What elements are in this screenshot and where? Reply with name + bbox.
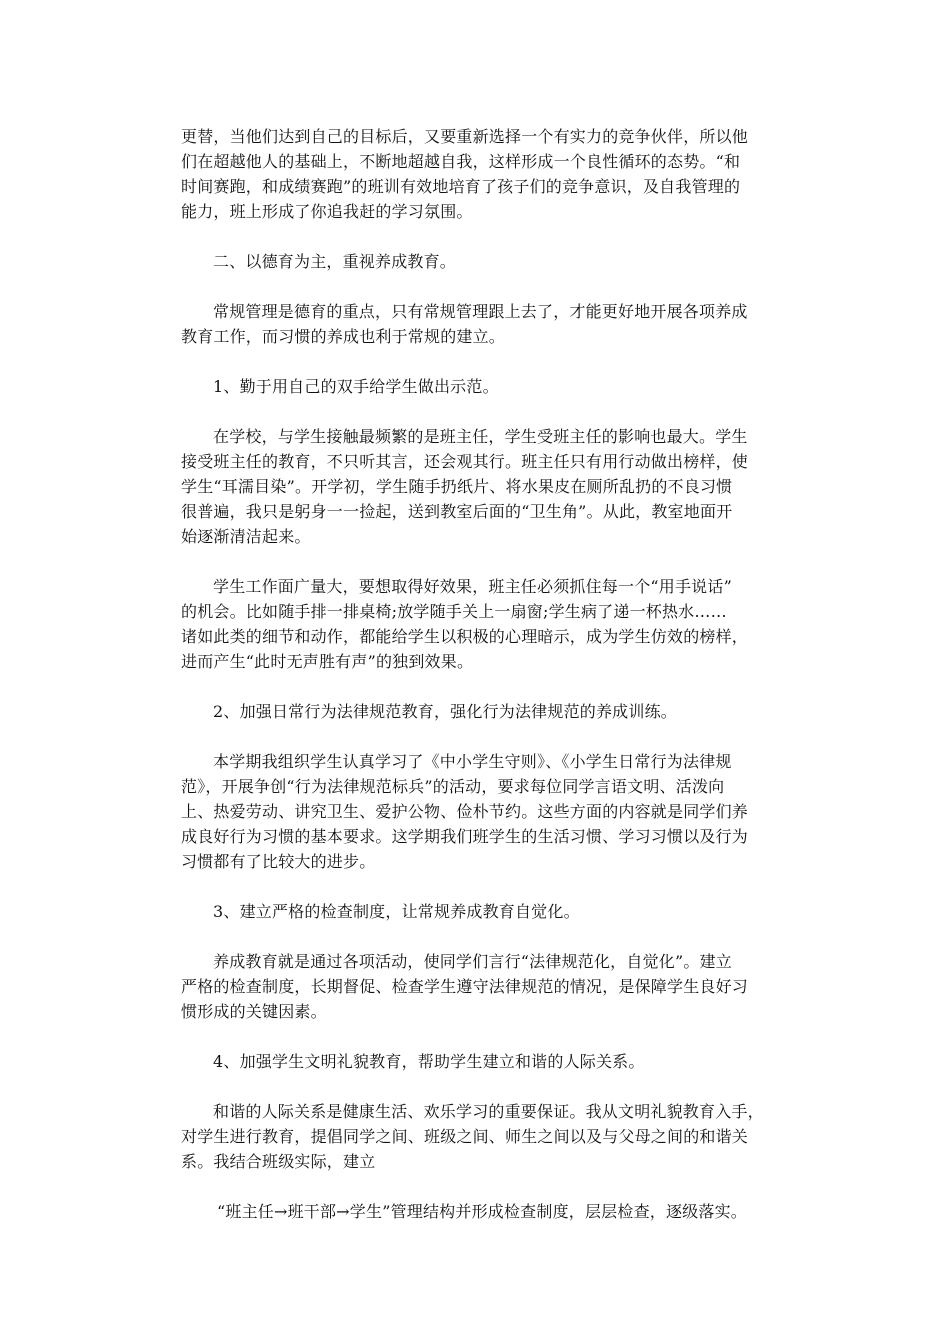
paragraph-spacer bbox=[181, 1074, 781, 1099]
paragraph-management-structure bbox=[181, 1199, 781, 1224]
text-line: 时间赛跑，和成绩赛跑”的班训有效地培育了孩子们的竞争意识，及自我管理的 bbox=[181, 177, 741, 196]
text-line: 学生“耳濡目染”。开学初，学生随手扔纸片、将水果皮在厕所乱扔的不良习惯 bbox=[181, 477, 733, 496]
text-line: 和谐的人际关系是健康生活、欢乐学习的重要保证。我从文明礼貌教育入手， bbox=[213, 1102, 764, 1121]
text-line: 诸如此类的细节和动作，都能给学生以积极的心理暗示，成为学生仿效的榜样， bbox=[181, 627, 749, 646]
text-line: 范》，开展争创“行为法律规范标兵”的活动，要求每位同学言语文明、活泼向 bbox=[181, 777, 725, 796]
text-line: 系。我结合班级实际，建立 bbox=[181, 1152, 376, 1171]
subheading-2 bbox=[181, 699, 781, 724]
section-heading-moral-education bbox=[181, 249, 781, 274]
text-line: 对学生进行教育，提倡同学之间、班级之间、师生之间以及与父母之间的和谐关 bbox=[181, 1127, 749, 1146]
paragraph-spacer bbox=[181, 349, 781, 374]
text-line: 很普遍，我只是躬身一一捡起，送到教室后面的“卫生角”。从此，教室地面开 bbox=[181, 502, 733, 521]
paragraph-spacer bbox=[181, 274, 781, 299]
heading-line: 2、加强日常行为法律规范教育，强化行为法律规范的养成训练。 bbox=[213, 702, 677, 721]
text-line: 学生工作面广量大，要想取得好效果，班主任必须抓住每一个“用手说话” bbox=[213, 577, 732, 596]
text-line: 本学期我组织学生认真学习了《中小学生守则》、《小学生日常行为法律规 bbox=[213, 752, 732, 771]
paragraph-spacer bbox=[181, 1024, 781, 1049]
text-line: 进而产生“此时无声胜有声”的独到效果。 bbox=[181, 652, 474, 671]
text-line: 接受班主任的教育，不只听其言，还会观其行。班主任只有用行动做出榜样，使 bbox=[181, 452, 749, 471]
paragraph-harmonious-relations bbox=[181, 1099, 781, 1174]
paragraph-spacer bbox=[181, 874, 781, 899]
text-line: 们在超越他人的基础上，不断地超越自我，这样形成一个良性循环的态势。“和 bbox=[181, 152, 741, 171]
heading-line: 4、加强学生文明礼貌教育，帮助学生建立和谐的人际关系。 bbox=[213, 1052, 645, 1071]
text-line: 习惯都有了比较大的进步。 bbox=[181, 852, 376, 871]
document-body bbox=[181, 124, 781, 1224]
paragraph-inspection-system bbox=[181, 949, 781, 1024]
paragraph-spacer bbox=[181, 1174, 781, 1199]
subheading-1 bbox=[181, 374, 781, 399]
paragraph-hands-on bbox=[181, 574, 781, 674]
heading-line: 1、勤于用自己的双手给学生做出示范。 bbox=[213, 377, 499, 396]
paragraph-spacer bbox=[181, 724, 781, 749]
subheading-3 bbox=[181, 899, 781, 924]
text-line: 惯形成的关键因素。 bbox=[181, 1002, 327, 1021]
paragraph-routine-management bbox=[181, 299, 781, 349]
subheading-4 bbox=[181, 1049, 781, 1074]
text-line: 的机会。比如随手排一排桌椅;放学随手关上一扇窗;学生病了递一杯热水…… bbox=[181, 602, 727, 621]
paragraph-teacher-example bbox=[181, 424, 781, 549]
text-line: 更替，当他们达到自己的目标后，又要重新选择一个有实力的竞争伙伴，所以他 bbox=[181, 127, 749, 146]
text-line: “班主任→班干部→学生”管理结构并形成检查制度，层层检查，逐级落实。 bbox=[217, 1202, 747, 1221]
text-line: 养成教育就是通过各项活动，使同学们言行“法律规范化，自觉化”。建立 bbox=[213, 952, 732, 971]
text-line: 严格的检查制度，长期督促、检查学生遵守法律规范的情况，是保障学生良好习 bbox=[181, 977, 749, 996]
text-line: 成良好行为习惯的基本要求。这学期我们班学生的生活习惯、学习习惯以及行为 bbox=[181, 827, 749, 846]
text-line: 常规管理是德育的重点，只有常规管理跟上去了，才能更好地开展各项养成 bbox=[213, 302, 748, 321]
text-line: 在学校，与学生接触最频繁的是班主任，学生受班主任的影响也最大。学生 bbox=[213, 427, 748, 446]
paragraph-spacer bbox=[181, 399, 781, 424]
text-line: 能力，班上形成了你追我赶的学习氛围。 bbox=[181, 202, 473, 221]
paragraph-spacer bbox=[181, 224, 781, 249]
paragraph-competition bbox=[181, 124, 781, 224]
text-line: 教育工作，而习惯的养成也利于常规的建立。 bbox=[181, 327, 506, 346]
paragraph-rules-study bbox=[181, 749, 781, 874]
text-line: 上、热爱劳动、讲究卫生、爱护公物、俭朴节约。这些方面的内容就是同学们养 bbox=[181, 802, 749, 821]
text-line: 始逐渐清洁起来。 bbox=[181, 527, 311, 546]
heading-line: 二、以德育为主，重视养成教育。 bbox=[213, 252, 457, 271]
heading-line: 3、建立严格的检查制度，让常规养成教育自觉化。 bbox=[213, 902, 580, 921]
paragraph-spacer bbox=[181, 924, 781, 949]
paragraph-spacer bbox=[181, 674, 781, 699]
paragraph-spacer bbox=[181, 549, 781, 574]
